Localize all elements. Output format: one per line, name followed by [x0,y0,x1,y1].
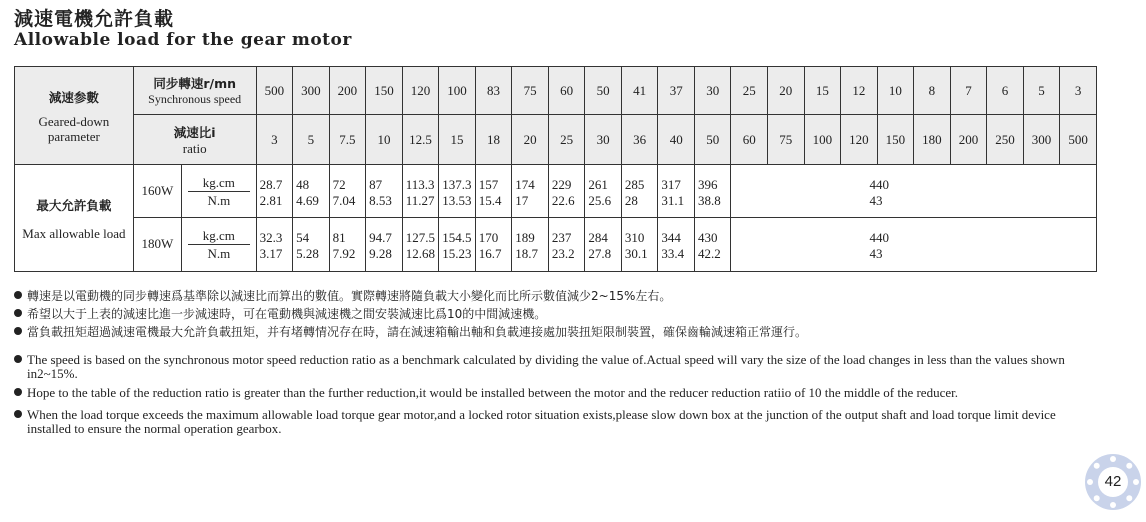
unit-cell [182,217,256,271]
speed-cell: 37 [658,67,695,115]
load-kgcm: 72 [332,176,346,192]
load-kgcm: 48 [296,176,310,192]
speed-cell: 10 [877,67,914,115]
load-kgcm: 284 [588,229,608,245]
load-value-cell [366,165,403,217]
unit-kgcm: kg.cm [188,174,249,192]
ratio-label-zh: 減速比i [173,125,216,141]
ratio-cell: 75 [768,115,805,165]
load-nm: 9.28 [369,245,392,261]
load-value-cell [621,165,658,217]
notes-zh [14,287,1074,341]
load-kgcm: 237 [551,229,572,245]
note-zh-item [14,323,1074,341]
speed-cell: 25 [731,67,768,115]
note-en-text: Hope to the table of the reduction ratio is greater than the further reduction,it would be installed between the motor and the reducer reduction ratiio of 10 the middle of the reducer. [27,385,958,400]
param-label-en: Geared-down parameter [38,113,110,144]
ratio-cell: 60 [731,115,768,165]
ratio-cell: 5 [293,115,330,165]
load-value-cell [658,217,695,271]
load-value-cell [329,217,366,271]
load-nm: 4.69 [296,192,319,208]
note-en-text: When the load torque exceeds the maximum allowable load torque gear motor,and a locked rotor situation exists,please slow down box at the junction of the output shaft and load torque limit device installed to ensure the normal operation gearbox. [27,407,1056,436]
unit-nm: N.m [207,245,231,261]
speed-cell: 150 [366,67,403,115]
motor-power: 160W [133,165,181,217]
load-kgcm: 87 [369,176,383,192]
ratio-cell: 150 [877,115,914,165]
speed-cell: 60 [548,67,585,115]
ratio-cell: 180 [914,115,951,165]
ratio-cell: 100 [804,115,841,165]
note-zh-text: 轉速是以電動機的同步轉速爲基準除以減速比而算出的數值。實際轉速將隨負載大小變化而比所示數值減少2~15%左右。 [27,289,672,303]
speed-cell: 120 [402,67,439,115]
speed-cell: 3 [1060,67,1097,115]
load-nm: 8.53 [369,192,392,208]
max-load-label-cell [15,165,134,272]
ratio-cell: 3 [256,115,293,165]
load-kgcm: 127.5 [405,229,435,245]
load-value-cell [329,165,366,217]
bullet-icon [14,410,22,418]
load-kgcm: 396 [697,176,718,192]
ratio-cell: 120 [841,115,878,165]
load-nm: 30.1 [624,245,648,261]
load-nm: 28 [624,192,638,208]
load-value-cell [621,217,658,271]
load-kgcm: 32.3 [259,229,283,245]
load-value-cell [256,217,293,271]
load-nm: 18.7 [515,245,539,261]
speed-label-en: Synchronous speed [148,92,242,107]
note-zh-item [14,305,1074,323]
note-zh-item [14,287,1074,305]
note-en-item [14,386,1074,400]
speed-cell: 75 [512,67,549,115]
page-title-en: Allowable load for the gear motor [14,30,352,50]
load-value-cell [366,217,403,271]
load-nm: 38.8 [697,192,721,208]
load-kgcm: 440 [869,229,889,245]
motor-row-160w [15,165,1097,217]
load-value-cell [512,217,549,271]
ratio-cell: 36 [621,115,658,165]
load-nm: 43 [869,192,883,208]
speed-cell: 30 [694,67,731,115]
speed-cell: 300 [293,67,330,115]
motor-row-180w [15,217,1097,271]
load-nm: 2.81 [259,192,283,208]
speed-label-cell [133,67,256,115]
load-kgcm: 81 [332,229,346,245]
bullet-icon [14,327,22,335]
load-nm: 16.7 [478,245,502,261]
load-kgcm: 170 [478,229,499,245]
load-kgcm: 113.3 [405,176,435,192]
load-kgcm: 54 [296,229,310,245]
load-kgcm: 229 [551,176,572,192]
load-value-cell [293,217,330,271]
load-value-cell [293,165,330,217]
load-value-cell [402,217,439,271]
load-nm: 7.04 [332,192,356,208]
load-value-cell [439,165,476,217]
ratio-cell: 12.5 [402,115,439,165]
load-kgcm: 430 [697,229,718,245]
unit-nm: N.m [207,192,231,208]
unit-kgcm: kg.cm [188,227,249,245]
speed-cell: 41 [621,67,658,115]
load-nm: 33.4 [661,245,685,261]
ratio-cell: 200 [950,115,987,165]
unit-cell [182,165,256,217]
speed-label-zh: 同步轉速r/mn [153,76,236,92]
load-kgcm: 28.7 [259,176,283,192]
load-nm: 3.17 [259,245,283,261]
load-kgcm: 154.5 [442,229,472,245]
ratio-cell: 30 [585,115,622,165]
load-kgcm: 174 [515,176,535,192]
load-kgcm: 189 [515,229,535,245]
load-kgcm: 285 [624,176,645,192]
note-en-text: The speed is based on the synchronous motor speed reduction ratio as a benchmark calculated by dividing the value of.Actual speed will vary the size of the load changes in less than the values shown in2~15%. [27,352,1065,381]
speed-cell: 50 [585,67,622,115]
load-nm: 15.4 [478,192,502,208]
ratio-cell: 15 [439,115,476,165]
load-value-cell [439,217,476,271]
load-nm: 22.6 [551,192,575,208]
ratio-cell: 10 [366,115,403,165]
load-kgcm: 261 [588,176,608,192]
load-kgcm: 344 [661,229,681,245]
load-value-cell [585,217,622,271]
ratio-cell: 40 [658,115,695,165]
max-load-label-zh: 最大允許負載 [36,197,112,213]
load-value-cell [475,165,512,217]
load-value-span [731,217,1097,271]
param-label-zh: 減速参數 [48,89,99,105]
ratio-label-cell [133,115,256,165]
load-nm: 12.68 [405,245,435,261]
load-value-cell [475,217,512,271]
speed-cell: 500 [256,67,293,115]
load-nm: 13.53 [442,192,472,208]
ratio-cell: 7.5 [329,115,366,165]
load-nm: 25.6 [588,192,612,208]
note-en-item [14,353,1074,381]
allowable-load-table [14,66,1097,272]
load-nm: 11.27 [405,192,435,208]
load-value-cell [585,165,622,217]
load-value-cell [694,217,731,271]
load-value-cell [548,165,585,217]
ratio-cell: 20 [512,115,549,165]
speed-cell: 20 [768,67,805,115]
load-nm: 7.92 [332,245,356,261]
load-nm: 15.23 [442,245,472,261]
ratio-cell: 18 [475,115,512,165]
speed-cell: 7 [950,67,987,115]
load-value-cell [658,165,695,217]
speed-cell: 8 [914,67,951,115]
load-value-cell [402,165,439,217]
load-nm: 27.8 [588,245,612,261]
bullet-icon [14,291,22,299]
notes-en [14,353,1074,436]
speed-cell: 100 [439,67,476,115]
load-nm: 23.2 [551,245,575,261]
note-zh-text: 當負載扭矩超過減速電機最大允許負載扭矩，并有堵轉情况存在時，請在減速箱輸出軸和負載連接處加裝扭矩限制裝置，確保齒輪減速箱正常運行。 [27,325,808,339]
speed-cell: 5 [1023,67,1060,115]
load-kgcm: 94.7 [369,229,392,245]
speed-cell: 15 [804,67,841,115]
ratio-cell: 500 [1060,115,1097,165]
bullet-icon [14,309,22,317]
speed-cell: 6 [987,67,1024,115]
load-value-cell [256,165,293,217]
ratio-label-en: ratio [182,141,207,157]
ratio-cell: 250 [987,115,1024,165]
speed-row [15,67,1097,115]
param-label-cell [15,67,134,165]
load-kgcm: 310 [624,229,645,245]
bullet-icon [14,355,22,363]
load-kgcm: 157 [478,176,499,192]
ratio-cell: 50 [694,115,731,165]
max-load-label-en: Max allowable load [22,225,126,241]
motor-power: 180W [133,217,181,271]
note-en-item [14,408,1074,436]
load-nm: 31.1 [661,192,685,208]
load-nm: 5.28 [296,245,319,261]
page-number: 42 [1104,473,1122,490]
bullet-icon [14,388,22,396]
load-value-span [731,165,1097,217]
speed-cell: 200 [329,67,366,115]
ratio-cell: 300 [1023,115,1060,165]
load-value-cell [548,217,585,271]
load-kgcm: 137.3 [442,176,472,192]
load-nm: 17 [515,192,529,208]
page-title-zh: 減速電機允許負載 [14,8,175,30]
load-nm: 43 [869,245,883,261]
load-value-cell [512,165,549,217]
ratio-row [15,115,1097,165]
load-kgcm: 440 [869,176,889,192]
speed-cell: 12 [841,67,878,115]
ratio-cell: 25 [548,115,585,165]
load-value-cell [694,165,731,217]
load-kgcm: 317 [661,176,681,192]
note-zh-text: 希望以大于上表的減速比進一步減速時，可在電動機與減速機之間安裝減速比爲10的中間減速機。 [27,307,547,321]
load-nm: 42.2 [697,245,721,261]
speed-cell: 83 [475,67,512,115]
